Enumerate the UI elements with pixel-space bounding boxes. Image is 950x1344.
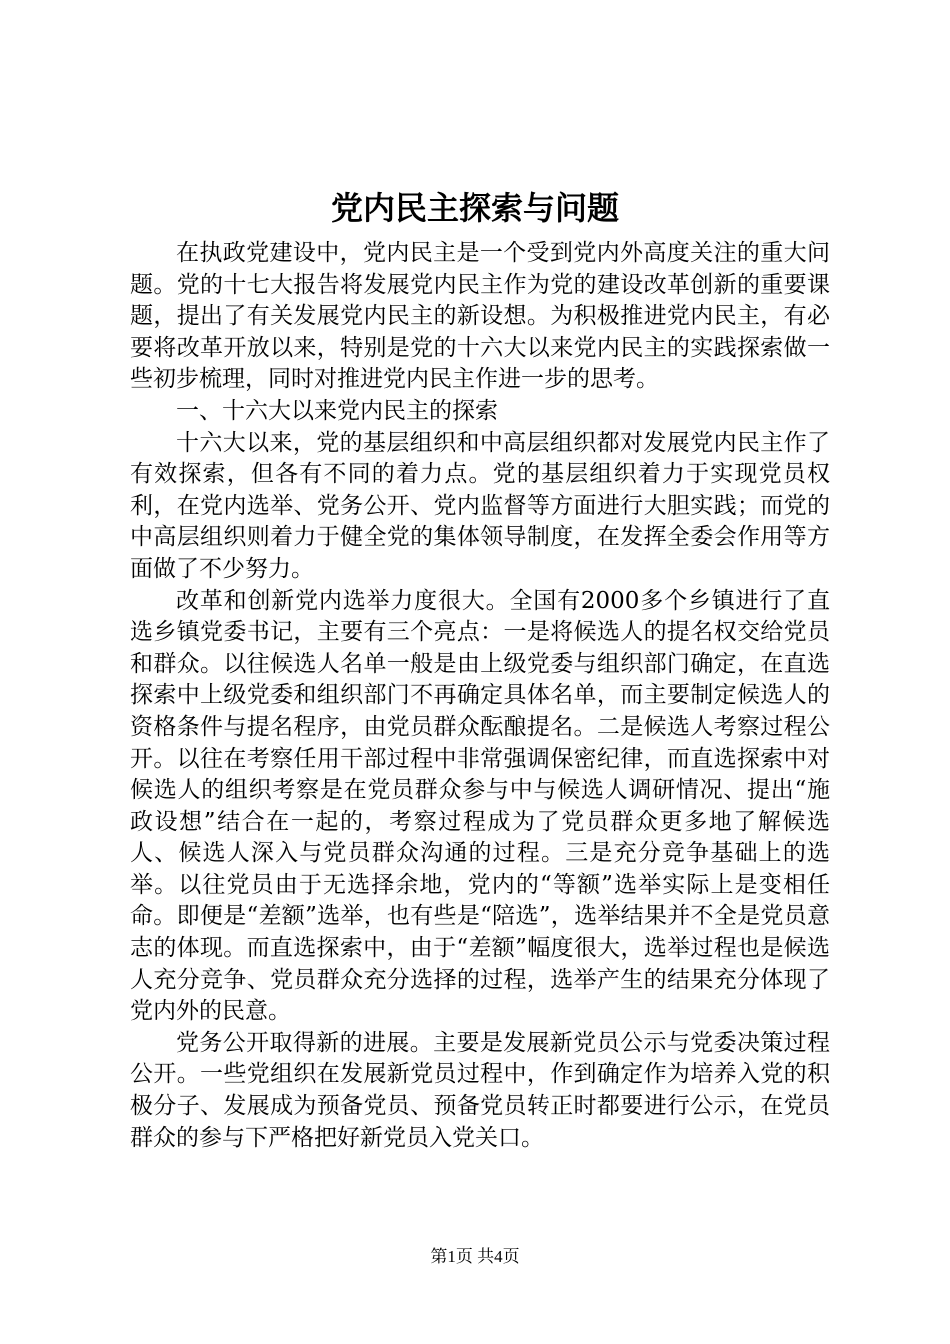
page-footer: 第1页 共4页 — [430, 1247, 520, 1266]
document-title: 党内民主探索与问题 — [330, 189, 619, 227]
paragraph-intro: 在执政党建设中，党内民主是一个受到党内外高度关注的重大问题。党的十七大报告将发展党内民主作为党的建设改革创新的重要课题，提出了有关发展党内民主的新设想。为积极推进党内民主，有必要将改革开放以来，特别是党的十六大以来党内民主的实践探索做一些初步梳理，同时对推进党内民主作进一步的思考。 — [130, 240, 830, 393]
paragraph-party-affairs: 党务公开取得新的进展。主要是发展新党员公示与党委决策过程公开。一些党组织在发展新党员过程中，作到确定作为培养入党的积极分子、发展成为预备党员、预备党员转正时都要进行公示，在党员群众的参与下严格把好新党员入党关口。 — [130, 1029, 830, 1151]
document-body — [130, 238, 830, 1154]
paragraph-elections: 改革和创新党内选举力度很大。全国有2000多个乡镇进行了直选乡镇党委书记，主要有三个亮点：一是将候选人的提名权交给党员和群众。以往候选人名单一般是由上级党委与组织部门确定，在直选探索中上级党委和组织部门不再确定具体名单，而主要制定候选人的资格条件与提名程序，由党员群众酝酿提名。二是候选人考察过程公开。以往在考察任用干部过程中非常强调保密纪律，而直选探索中对候选人的组织考察是在党员群众参与中与候选人调研情况、提出“施政设想”结合在一起的，考察过程成为了党员群众更多地了解候选人、候选人深入与党员群众沟通的过程。三是充分竞争基础上的选举。以往党员由于无选择余地，党内的“等额”选举实际上是变相任命。即便是“差额”选举，也有些是“陪选”，选举结果并不全是党员意志的体现。而直选探索中，由于“差额”幅度很大，选举过程也是候选人充分竞争、党员群众充分选择的过程，选举产生的结果充分体现了党内外的民意。 — [130, 587, 830, 1025]
section-heading: 一、十六大以来党内民主的探索 — [176, 397, 498, 424]
paragraph-exploration: 十六大以来，党的基层组织和中高层组织都对发展党内民主作了有效探索，但各有不同的着力点。党的基层组织着力于实现党员权利，在党内选举、党务公开、党内监督等方面进行大胆实践；而党的中高层组织则着力于健全党的集体领导制度，在发挥全委会作用等方面做了不少努力。 — [130, 429, 830, 582]
